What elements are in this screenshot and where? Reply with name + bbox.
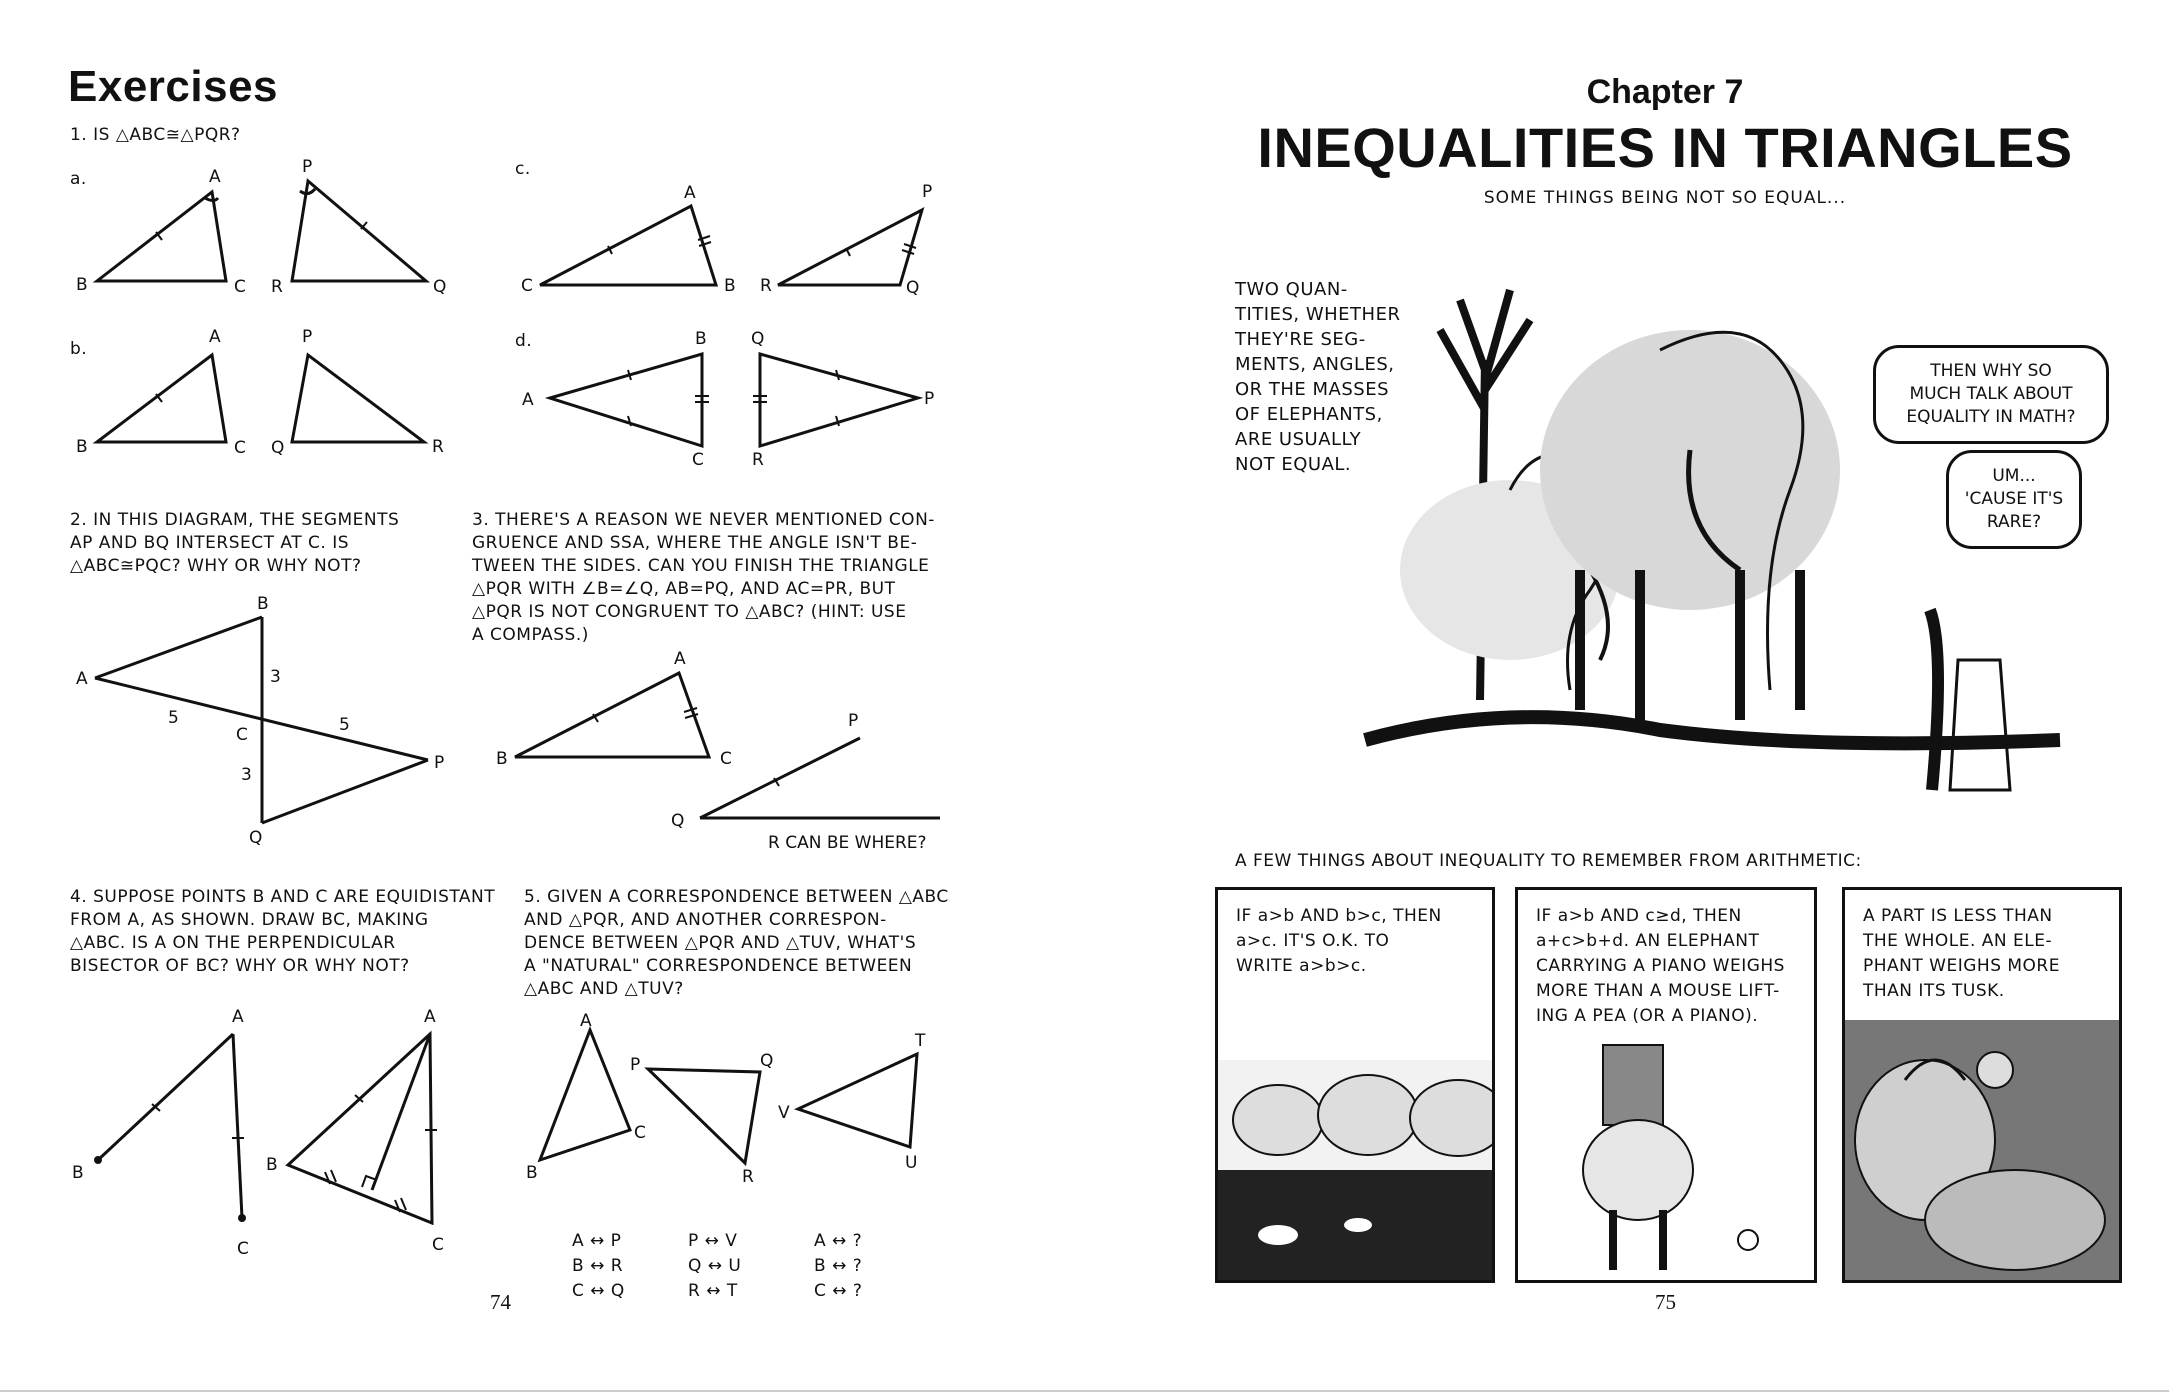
part-c-label: c. <box>515 159 531 179</box>
panel-elephant-piano-art <box>1518 1040 1814 1280</box>
speech-bubble-question: THEN WHY SO MUCH TALK ABOUT EQUALITY IN MATH? <box>1873 345 2109 444</box>
label-3-top: 3 <box>270 667 281 687</box>
part-b-label: b. <box>70 339 88 359</box>
label-q: Q <box>751 329 765 349</box>
panel-elephants-fish-art <box>1218 1060 1492 1280</box>
label-c: C <box>720 749 732 769</box>
page-number-left: 74 <box>490 1290 511 1314</box>
label-p: P <box>924 389 935 409</box>
panel-addition <box>1515 887 1817 1283</box>
exercises-title: Exercises <box>68 62 279 111</box>
ground-shadow <box>1365 717 2060 743</box>
panel-part-whole <box>1842 887 2122 1283</box>
label-p: P <box>630 1055 641 1075</box>
label-c: C <box>692 450 704 470</box>
panel-part-whole-text: A PART IS LESS THAN THE WHOLE. AN ELE- PHANT WEIGHS MORE THAN ITS TUSK. <box>1863 906 2060 1001</box>
label-b: B <box>257 594 269 614</box>
caption-r-where: R CAN BE WHERE? <box>768 833 927 853</box>
intro-caption: TWO QUAN- TITIES, WHETHER THEY'RE SEG- MENTS, ANGLES, OR THE MASSES OF ELEPHANTS, ARE USUALLY NOT EQUAL. <box>1235 279 1401 475</box>
label-c: C <box>521 276 533 296</box>
label-b: B <box>695 329 707 349</box>
panel-transitivity-text: IF a>b AND b>c, THEN a>c. IT'S O.K. TO WRITE a>b>c. <box>1236 906 1442 976</box>
label-p: P <box>302 327 313 347</box>
label-b: B <box>266 1155 278 1175</box>
exercise-2-text: 2. IN THIS DIAGRAM, THE SEGMENTS AP AND BQ INTERSECT AT C. IS △ABC≅PQC? WHY OR WHY NOT? <box>70 510 400 576</box>
label-b: B <box>76 437 88 457</box>
label-b: B <box>526 1163 538 1183</box>
label-r: R <box>271 277 283 297</box>
label-c: C <box>234 277 246 297</box>
label-v: V <box>778 1103 790 1123</box>
label-a: A <box>674 649 686 669</box>
label-3-bottom: 3 <box>241 765 252 785</box>
label-a: A <box>684 183 696 203</box>
part-a-label: a. <box>70 169 87 189</box>
exercise-5-text: 5. GIVEN A CORRESPONDENCE BETWEEN △ABC AND △PQR, AND ANOTHER CORRESPON- DENCE BETWEEN △PQR AND △TUV, WHAT'S A "NATURAL" CORRESPONDENCE BETWEEN △ABC AND △TUV? <box>524 887 949 999</box>
label-u: U <box>905 1153 918 1173</box>
label-q: Q <box>433 277 447 297</box>
label-5-left: 5 <box>168 708 179 728</box>
arithmetic-heading: A FEW THINGS ABOUT INEQUALITY TO REMEMBER FROM ARITHMETIC: <box>1235 851 1862 871</box>
label-a: A <box>209 327 221 347</box>
label-r: R <box>752 450 764 470</box>
label-p: P <box>848 711 859 731</box>
panel-transitivity <box>1215 887 1495 1283</box>
correspondence-col-3: A ↔ ? B ↔ ? C ↔ ? <box>814 1231 863 1301</box>
professor-body <box>1950 660 2010 790</box>
part-d-label: d. <box>515 331 533 351</box>
triangle-pqr-5 <box>648 1069 760 1163</box>
label-a: A <box>76 669 88 689</box>
label-b: B <box>76 275 88 295</box>
page-number-right: 75 <box>1655 1290 1676 1314</box>
label-c: C <box>236 725 248 745</box>
label-t: T <box>915 1031 926 1051</box>
correspondence-col-1: A ↔ P B ↔ R C ↔ Q <box>572 1231 625 1301</box>
professor-head <box>1956 610 2000 654</box>
label-q: Q <box>760 1051 774 1071</box>
exercise-3-text: 3. THERE'S A REASON WE NEVER MENTIONED CON- GRUENCE AND SSA, WHERE THE ANGLE ISN'T BE- TWEEN THE SIDES. CAN YOU FINISH THE TRIANGLE △PQR WITH ∠B=∠Q, AB=PQ, AND AC=PR, BUT △PQR IS NOT CONGRUENT TO △ABC? (HINT: USE A COMPASS.) <box>472 510 935 645</box>
student-figure <box>1930 610 1938 790</box>
triangle-abc-5 <box>540 1030 630 1160</box>
label-c: C <box>432 1235 444 1255</box>
label-r: R <box>760 276 772 296</box>
exercise-1-prompt: 1. IS △ABC≅△PQR? <box>70 125 241 145</box>
label-q: Q <box>249 828 263 848</box>
label-a: A <box>580 1011 592 1031</box>
label-r: R <box>432 437 444 457</box>
panel-addition-text: IF a>b AND c≥d, THEN a+c>b+d. AN ELEPHANT CARRYING A PIANO WEIGHS MORE THAN A MOUSE LIFT- ING A PEA (OR A PIANO). <box>1536 906 1785 1026</box>
correspondence-col-2: P ↔ V Q ↔ U R ↔ T <box>688 1231 742 1301</box>
label-c: C <box>234 438 246 458</box>
chapter-title: INEQUALITIES IN TRIANGLES <box>1257 116 2073 179</box>
exercise-4-text: 4. SUPPOSE POINTS B AND C ARE EQUIDISTANT FROM A, AS SHOWN. DRAW BC, MAKING △ABC. IS A ON THE PERPENDICULAR BISECTOR OF BC? WHY OR WHY NOT? <box>70 887 496 976</box>
label-r: R <box>742 1167 754 1187</box>
chapter-subtitle: SOME THINGS BEING NOT SO EQUAL... <box>1483 188 1847 208</box>
label-a: A <box>424 1007 436 1027</box>
label-b: B <box>724 276 736 296</box>
label-b: B <box>72 1163 84 1183</box>
footer-rule <box>0 1390 2169 1392</box>
label-p: P <box>302 157 313 177</box>
label-c: C <box>237 1239 249 1259</box>
label-p: P <box>922 182 933 202</box>
panel-elephant-surgery-art <box>1845 1020 2119 1280</box>
label-c: C <box>634 1123 646 1143</box>
label-a: A <box>232 1007 244 1027</box>
chapter-label: Chapter 7 <box>1586 73 1744 111</box>
label-a: A <box>209 167 221 187</box>
label-b: B <box>496 749 508 769</box>
label-q: Q <box>271 438 285 458</box>
label-p: P <box>434 753 445 773</box>
label-a: A <box>522 390 534 410</box>
triangle-tuv-5 <box>798 1054 917 1147</box>
label-q: Q <box>906 278 920 298</box>
speech-bubble-answer: UM... 'CAUSE IT'S RARE? <box>1946 450 2082 549</box>
label-q: Q <box>671 811 685 831</box>
label-5-right: 5 <box>339 715 350 735</box>
